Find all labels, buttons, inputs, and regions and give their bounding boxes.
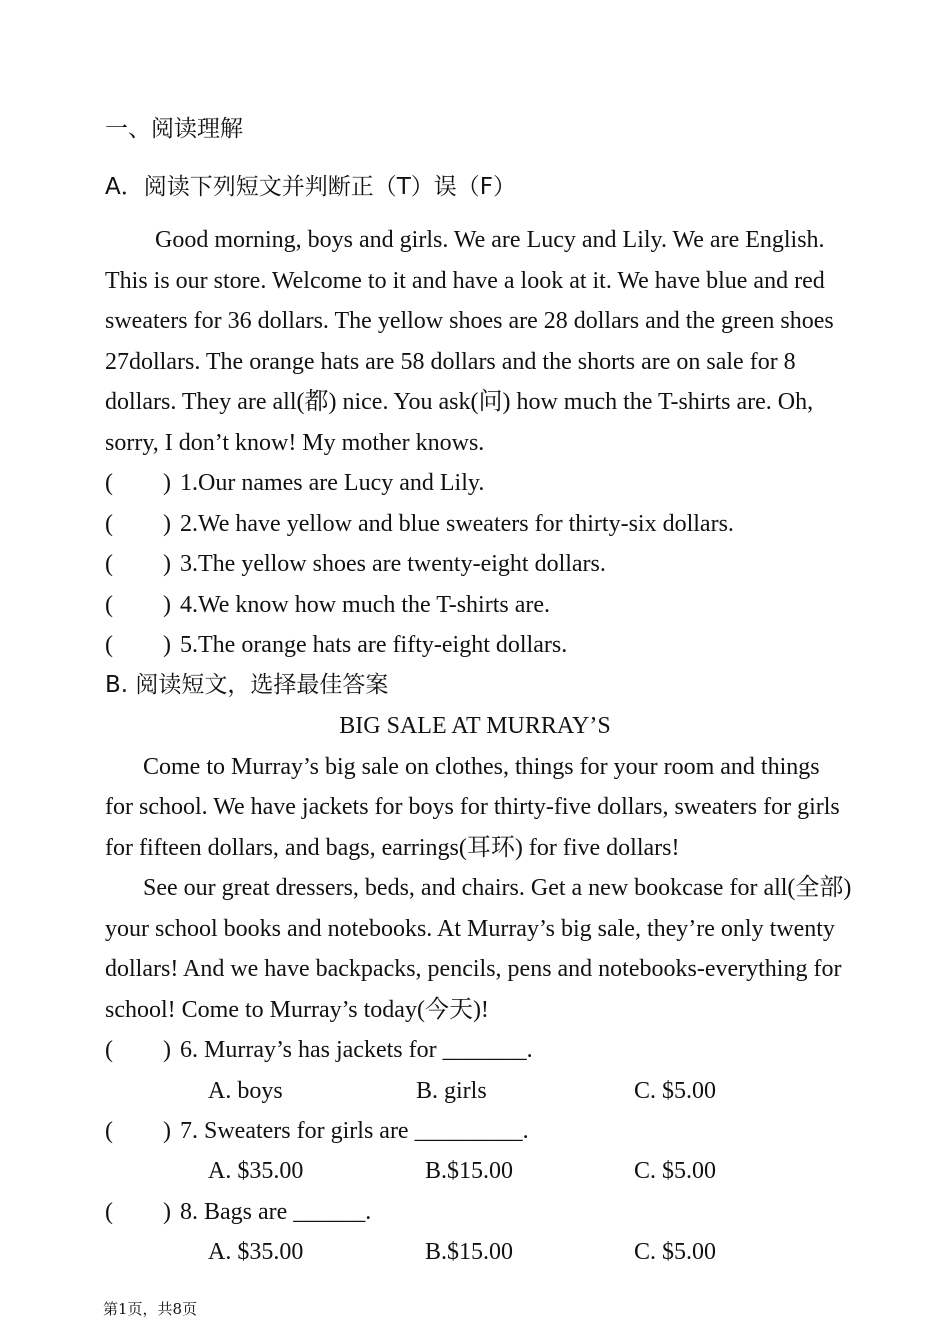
passage-line: your school books and notebooks. At Murray’s big sale, they’re only twenty [105,916,835,942]
passage-line: sorry, I don’t know! My mother knows. [105,430,485,456]
answer-blank[interactable]: ( ) [105,551,171,577]
question-text: 7. Sweaters for girls are _________. [180,1118,529,1144]
option-b[interactable]: B.$15.00 [425,1239,514,1265]
option-a[interactable]: A. $35.00 [208,1158,304,1184]
question-2 [105,512,734,536]
question-text: 1.Our names are Lucy and Lily. [180,470,485,496]
question-3 [105,552,606,576]
question-text: 2.We have yellow and blue sweaters for thirty-six dollars. [180,511,734,537]
passage-line: See our great dressers, beds, and chairs. Get a new bookcase for all(全部) [143,875,852,901]
question-8 [105,1200,371,1224]
passage-title: BIG SALE AT MURRAY’S [339,713,611,739]
answer-blank[interactable]: ( ) [105,1037,171,1063]
question-4 [105,593,550,617]
option-b[interactable]: B. girls [416,1078,487,1104]
question-text: 8. Bags are ______. [180,1199,372,1225]
option-c[interactable]: C. $5.00 [634,1078,717,1104]
answer-blank[interactable]: ( ) [105,511,171,537]
answer-blank[interactable]: ( ) [105,1199,171,1225]
passage-line: dollars. They are all(都) nice. You ask(问) how much the T-shirts are. Oh, [105,389,814,415]
part-a-heading: A．阅读下列短文并判断正（T）误（F） [105,174,517,200]
passage-line: Come to Murray’s big sale on clothes, things for your room and things [143,754,820,780]
option-a[interactable]: A. boys [208,1078,283,1104]
answer-blank[interactable]: ( ) [105,1118,171,1144]
answer-blank[interactable]: ( ) [105,592,171,618]
part-b-heading: B. 阅读短文，选择最佳答案 [105,672,389,698]
answer-blank[interactable]: ( ) [105,632,171,658]
question-7 [105,1119,529,1143]
passage-line: for school. We have jackets for boys for thirty-five dollars, sweaters for girls [105,794,840,820]
question-text: 4.We know how much the T-shirts are. [180,592,551,618]
passage-line: Good morning, boys and girls. We are Lucy and Lily. We are English. [155,227,825,253]
question-5 [105,633,567,657]
passage-line: sweaters for 36 dollars. The yellow shoes are 28 dollars and the green shoes [105,308,834,334]
question-text: 5.The orange hats are fifty-eight dollars. [180,632,568,658]
option-a[interactable]: A. $35.00 [208,1239,304,1265]
passage-line: 27dollars. The orange hats are 58 dollars and the shorts are on sale for 8 [105,349,796,375]
passage-line: school! Come to Murray’s today(今天)! [105,997,489,1023]
passage-line: for fifteen dollars, and bags, earrings(耳环) for five dollars! [105,835,680,861]
option-c[interactable]: C. $5.00 [634,1239,717,1265]
option-c[interactable]: C. $5.00 [634,1158,717,1184]
question-text: 3.The yellow shoes are twenty-eight dollars. [180,551,606,577]
page-footer: 第1页，共8页 [103,1300,198,1318]
passage-line: dollars! And we have backpacks, pencils, pens and notebooks-everything for [105,956,842,982]
section-heading: 一、阅读理解 [105,116,243,142]
answer-blank[interactable]: ( ) [105,470,171,496]
option-b[interactable]: B.$15.00 [425,1158,514,1184]
passage-line: This is our store. Welcome to it and have a look at it. We have blue and red [105,268,825,294]
question-6 [105,1038,533,1062]
question-1 [105,471,484,495]
question-text: 6. Murray’s has jackets for _______. [180,1037,533,1063]
